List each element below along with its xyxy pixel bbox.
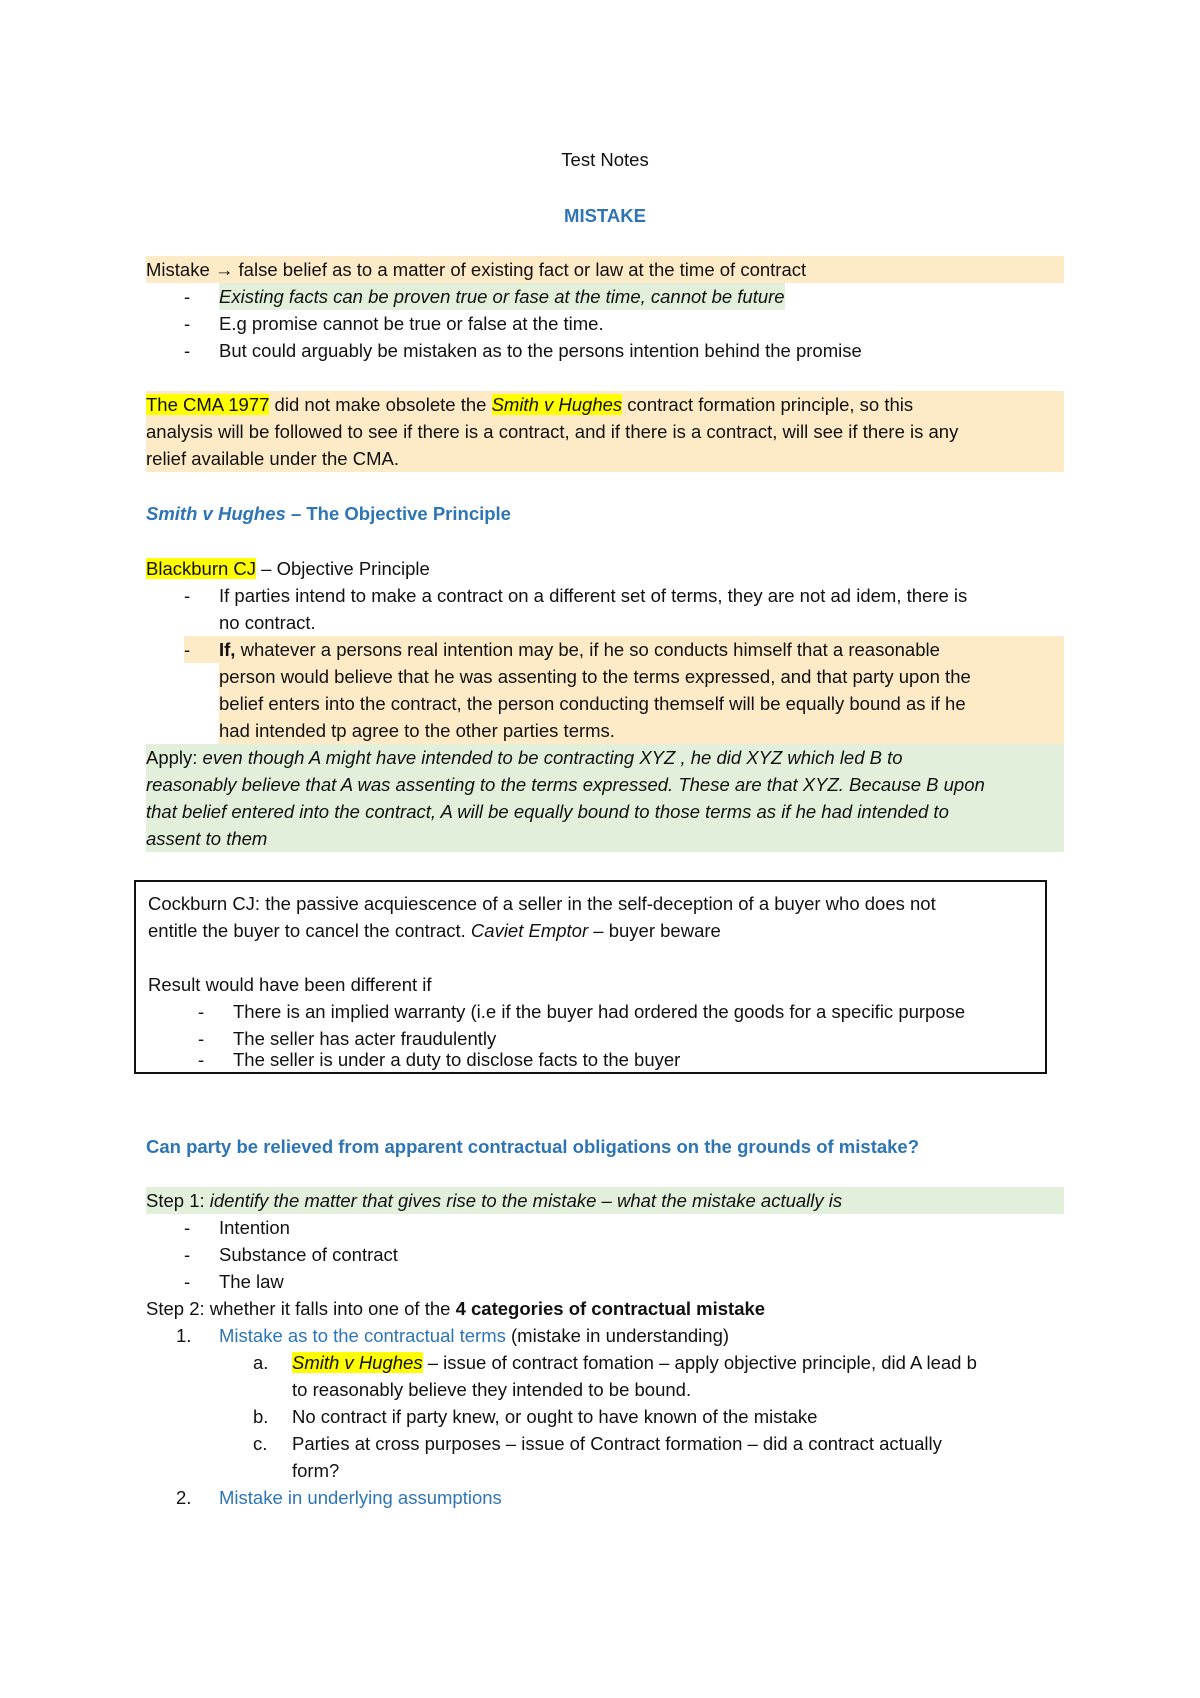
bullet-text: The seller is under a duty to disclose facts to the buyer [233, 1049, 681, 1070]
definition-text: false belief as to a matter of existing fact or law at the time of contract [238, 259, 807, 280]
dash-bullet: - [198, 1001, 205, 1022]
lettered-item-continued [146, 1457, 1064, 1484]
step-label: Step 2: [146, 1298, 205, 1319]
dash-bullet: - [184, 340, 191, 361]
section-heading-text: – The Objective Principle [285, 503, 511, 524]
box-text: entitle the buyer to cancel the contract. [148, 920, 471, 941]
category-title: Mistake as to the contractual terms [219, 1325, 506, 1346]
step-line [146, 1295, 1064, 1322]
cma-paragraph-line [146, 391, 1064, 418]
list-item-continued [146, 717, 1064, 744]
blackburn-line [146, 555, 1064, 582]
apply-text: even though A might have intended to be contracting XYZ , he did XYZ which led B to [197, 747, 903, 768]
section-heading [146, 500, 1064, 527]
step-label: Step 1: [146, 1190, 205, 1211]
cockburn-box [134, 880, 1047, 1074]
bullet-bold: If, [219, 639, 236, 660]
dash-bullet: - [184, 1271, 191, 1292]
cma-act-highlight: The CMA 1977 [146, 394, 270, 415]
bullet-text: whatever a persons real intention may be, if he so conducts himself that a reasonable [235, 639, 940, 660]
bullet-text: The seller has acter fraudulently [233, 1028, 497, 1049]
case-highlight: Smith v Hughes [491, 394, 623, 415]
list-item [146, 582, 1064, 609]
box-line: Result would have been different if [148, 974, 432, 995]
apply-line [146, 744, 1064, 771]
lettered-item [146, 1403, 1064, 1430]
case-highlight: Smith v Hughes [292, 1352, 423, 1373]
item-number: 1. [176, 1325, 192, 1346]
main-heading: MISTAKE [564, 205, 646, 226]
bullet-text: But could arguably be mistaken as to the persons intention behind the promise [219, 340, 862, 361]
box-line: Cockburn CJ: the passive acquiescence of a seller in the self-deception of a buyer who does not [148, 893, 936, 914]
list-item [146, 1214, 1064, 1241]
bullet-text: If parties intend to make a contract on a different set of terms, they are not ad idem, there is [219, 585, 968, 606]
definition-term: Mistake [146, 259, 210, 280]
step-bold: 4 categories of contractual mistake [455, 1298, 766, 1319]
category-note: (mistake in understanding) [505, 1325, 730, 1346]
list-item [146, 310, 1064, 337]
bullet-text: Intention [219, 1217, 290, 1238]
dash-bullet: - [198, 1049, 205, 1070]
lettered-item-continued [146, 1376, 1064, 1403]
box-text: – buyer beware [588, 920, 721, 941]
sub-text: No contract if party knew, or ought to have known of the mistake [292, 1406, 818, 1427]
blackburn-text: – Objective Principle [256, 558, 430, 579]
list-item [146, 636, 1064, 663]
item-letter: b. [253, 1406, 269, 1427]
list-item-continued [146, 609, 1064, 636]
sub-text: – issue of contract fomation – apply objective principle, did A lead b [422, 1352, 977, 1373]
dash-bullet: - [184, 286, 191, 307]
cma-text: contract formation principle, so this [622, 394, 914, 415]
bullet-text: Substance of contract [219, 1244, 398, 1265]
box-latin: Caviet Emptor [470, 920, 589, 941]
apply-line: reasonably believe that A was assenting to the terms expressed. These are that XYZ. Because B upon [146, 771, 1064, 798]
item-number: 2. [176, 1487, 192, 1508]
step-line [146, 1187, 1064, 1214]
cma-paragraph-line: analysis will be followed to see if there is a contract, and if there is a contract, will see if there is any [146, 418, 1064, 445]
item-letter: c. [253, 1433, 268, 1454]
sub-text: Parties at cross purposes – issue of Contract formation – did a contract actually [292, 1433, 942, 1454]
arrow-icon: → [214, 259, 234, 280]
bullet-text: E.g promise cannot be true or false at the time. [219, 313, 604, 334]
dash-bullet: - [184, 636, 219, 663]
section-heading-case: Smith v Hughes [146, 503, 286, 524]
bullet-text: person would believe that he was assenting to the terms expressed, and that party upon the [219, 663, 1064, 690]
step-text: whether it falls into one of the [204, 1298, 456, 1319]
apply-label: Apply: [146, 747, 198, 768]
sub-text: form? [292, 1460, 340, 1481]
bullet-text: The law [219, 1271, 284, 1292]
lettered-item [146, 1349, 1064, 1376]
apply-line: that belief entered into the contract, A will be equally bound to those terms as if he had intended to [146, 798, 1064, 825]
bullet-shaded [219, 636, 1064, 663]
list-item [146, 1241, 1064, 1268]
dash-bullet: - [184, 585, 191, 606]
bullet-text: belief enters into the contract, the person conducting themself will be equally bound as if he [219, 690, 1064, 717]
dash-bullet: - [198, 1028, 205, 1049]
definition-line [146, 256, 1064, 283]
item-letter: a. [253, 1352, 269, 1373]
numbered-item [146, 1322, 1064, 1349]
bullet-text: no contract. [219, 612, 316, 633]
list-item [146, 1268, 1064, 1295]
section-heading: Can party be relieved from apparent contractual obligations on the grounds of mistake? [146, 1136, 920, 1157]
box-line [148, 917, 1035, 944]
list-item [148, 998, 1035, 1025]
cma-paragraph-line: relief available under the CMA. [146, 445, 1064, 472]
numbered-item [146, 1484, 1064, 1511]
dash-bullet: - [184, 1217, 191, 1238]
bullet-text: There is an implied warranty (i.e if the buyer had ordered the goods for a specific purpose [233, 1001, 966, 1022]
list-item-continued [146, 663, 1064, 690]
list-item-continued [146, 690, 1064, 717]
dash-bullet: - [184, 1244, 191, 1265]
list-item [148, 1046, 1035, 1073]
cma-text: did not make obsolete the [269, 394, 492, 415]
sub-text: to reasonably believe they intended to be bound. [292, 1379, 692, 1400]
bullet-text: had intended tp agree to the other parties terms. [219, 717, 1064, 744]
document-title: Test Notes [561, 149, 649, 170]
bullet-text: Existing facts can be proven true or fase at the time, cannot be future [219, 283, 785, 310]
list-item [146, 283, 1064, 310]
list-item [146, 337, 1064, 364]
apply-line: assent to them [146, 825, 1064, 852]
dash-bullet: - [184, 313, 191, 334]
judge-highlight: Blackburn CJ [146, 558, 257, 579]
category-title: Mistake in underlying assumptions [219, 1487, 502, 1508]
lettered-item [146, 1430, 1064, 1457]
step-text: identify the matter that gives rise to the mistake – what the mistake actually is [204, 1190, 843, 1211]
